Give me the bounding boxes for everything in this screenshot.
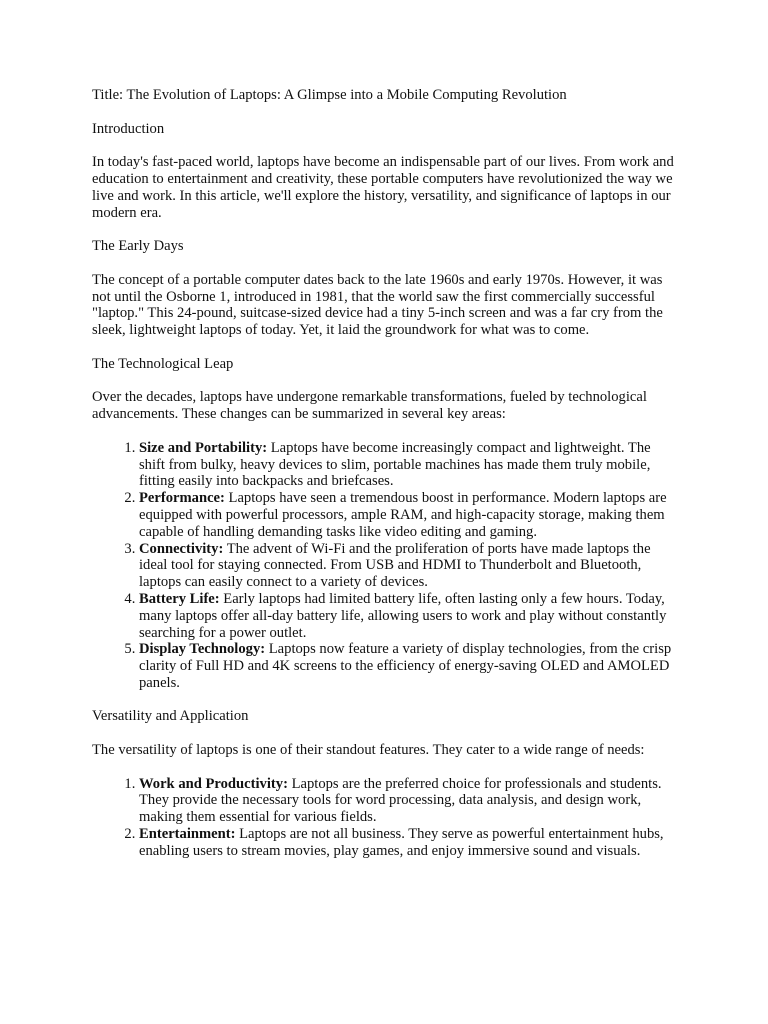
section-heading-early-days: The Early Days <box>92 238 184 255</box>
list-item <box>139 776 676 826</box>
list-item-term: Battery Life: <box>139 590 220 607</box>
list-item <box>139 641 676 691</box>
paragraph-early-days: The concept of a portable computer dates back to the late 1960s and early 1970s. However, it was not until the Osborne 1, introduced in 1981, that the world saw the first commercially successful "laptop." This 24-pound, suitcase-sized device had a tiny 5-inch screen and was a far cry from the sleek, lightweight laptops of today. Yet, it laid the groundwork for what was to come. <box>92 271 663 339</box>
list-item-text: Laptops have seen a tremendous boost in performance. Modern laptops are equipped with powerful processors, ample RAM, and high-capacity storage, making them capable of handling demanding tasks like video editing and gaming. <box>139 490 667 540</box>
list-item-term: Performance: <box>139 490 225 507</box>
list-item <box>139 490 676 540</box>
paragraph-versatility: The versatility of laptops is one of their standout features. They cater to a wide range of needs: <box>92 742 645 759</box>
list-item-text: Laptops are not all business. They serve as powerful entertainment hubs, enabling users to stream movies, play games, and enjoy immersive sound and visuals. <box>139 826 664 859</box>
list-item-text: Laptops are the preferred choice for professionals and students. They provide the necessary tools for word processing, data analysis, and design work, making them essential for various fields. <box>139 775 662 826</box>
list-item-term: Work and Productivity: <box>139 775 288 792</box>
list-item <box>139 440 676 490</box>
list-item-text: Early laptops had limited battery life, often lasting only a few hours. Today, many laptops offer all-day battery life, allowing users to work and play without constantly searching for a power outlet. <box>139 590 667 641</box>
list-item <box>139 826 676 860</box>
list-item <box>139 541 676 591</box>
section-heading-introduction: Introduction <box>92 120 165 137</box>
section-heading-technological-leap: The Technological Leap <box>92 355 234 372</box>
list-item-term: Connectivity: <box>139 540 224 557</box>
paragraph-technological-leap: Over the decades, laptops have undergone remarkable transformations, fueled by technological advancements. These changes can be summarized in several key areas: <box>92 389 647 423</box>
list-item-term: Entertainment: <box>139 826 236 843</box>
list-item-text: Laptops now feature a variety of display technologies, from the crisp clarity of Full HD and 4K screens to the efficiency of energy-saving OLED and AMOLED panels. <box>139 641 672 691</box>
list-item <box>139 591 676 641</box>
section-heading-versatility: Versatility and Application <box>92 708 249 725</box>
key-areas-list <box>92 440 676 692</box>
applications-list <box>92 776 676 860</box>
list-item-text: The advent of Wi-Fi and the proliferation of ports have made laptops the ideal tool for staying connected. From USB and HDMI to Thunderbolt and Bluetooth, laptops can easily connect to a variety of devices. <box>139 540 651 591</box>
list-item-text: Laptops have become increasingly compact and lightweight. The shift from bulky, heavy devices to slim, portable machines has made them truly mobile, fitting easily into backpacks and briefcases. <box>139 439 651 490</box>
paragraph-introduction: In today's fast-paced world, laptops have become an indispensable part of our lives. From work and education to entertainment and creativity, these portable computers have revolutionized the way we live and work. In this article, we'll explore the history, versatility, and significance of laptops in our modern era. <box>92 154 674 221</box>
list-item-term: Size and Portability: <box>139 439 268 456</box>
document-title: Title: The Evolution of Laptops: A Glimpse into a Mobile Computing Revolution <box>92 87 567 103</box>
list-item-term: Display Technology: <box>139 641 266 658</box>
